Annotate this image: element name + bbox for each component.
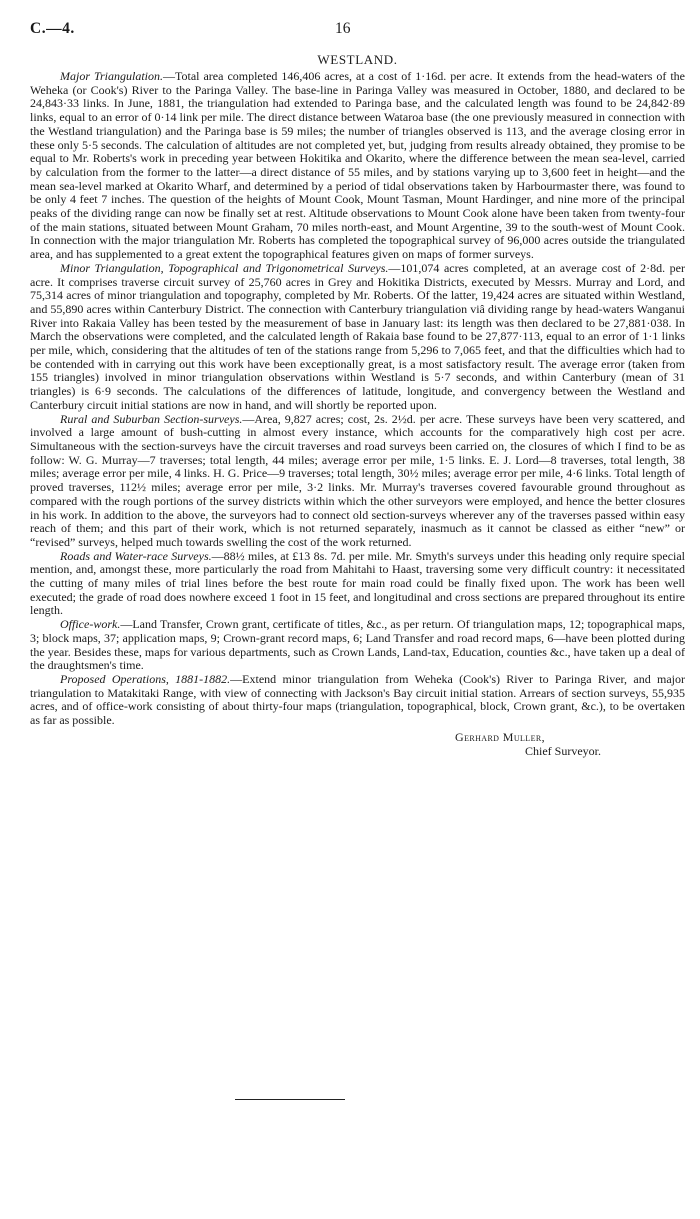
report-body (30, 70, 685, 728)
paragraph-text: —Area, 9,827 acres; cost, 2s. 2½d. per acre. These surveys have been very scattered, and involved a large amount of bush-cutting in almost every instance, which accounts for the comparatively high cost per acre. Simultaneous with the section-surveys have the circuit traverses and road surveys been carried on, the closures of which I find to be as follow: W. G. Murray—7 traverses; total length, 44 miles; average error per mile, 1·5 links. E. J. Lord—8 traverses, total length, 38 miles; average error per mile, 4 links. H. G. Price—9 traverses; total length, 30½ miles; average error per mile, 4·6 links. Total length of proved traverses, 112½ miles; average error per mile, 3·2 links. Mr. Murray's traverses covered favourable ground throughout as compared with the rough portions of the survey districts within which the other surveyors were employed, and hence the better closures in his work. In addition to the above, the surveyors had to connect old section-surveys wherever any of the traverses passed within easy reach of them; and this part of their work, which is not returned separately, inasmuch as it cannot be classed as either “new” or “revised” surveys, helped much towards swelling the cost of the work returned. (30, 411, 686, 549)
paragraph-heading: Roads and Water-race Surveys. (60, 548, 212, 563)
paragraph-text: —101,074 acres completed, at an average cost of 2·8d. per acre. It comprises traverse circuit survey of 25,760 acres in Grey and Hokitika Districts, executed by Messrs. Murray and Lord, and 75,314 acres of minor triangulation and topography, completed by Mr. Roberts. Of the latter, 19,424 acres are situated within Westland, and 55,890 acres within Canterbury District. The connection with Canterbury triangulation viâ dividing range by head-waters Wanganui River into Rakaia Valley has been tested by the measurement of base in January last: its length was then declared to be 27,881·038. In March the observations were completed, and the calculated length of Rakaia base found to be 27,877·113, equal to an error of 1·1 links per mile, which, considering that the altitudes of ten of the stations range from 5,296 to 7,065 feet, and that the difficulties which had to be contended with in carrying out this work have been exceptionally great, is a most satisfactory result. The average error (taken from 155 triangles) involved in minor triangulation observations within Westland is 5·7 seconds, and within Canterbury (mean of 31 triangles) is 6·9 seconds. The calculations of the differences of latitude, longitude, and convergency between the Westland and Canterbury circuit initial stations are now in hand, and will shortly be reported upon. (30, 260, 685, 412)
paragraph-text: —88½ miles, at £13 8s. 7d. per mile. Mr. Smyth's surveys under this heading only require special mention, and, amongst these, more particularly the road from Mahitahi to Haast, traversing some very difficult country: it necessitated the cutting of many miles of trial lines before the best route for main road could be finally fixed upon. The work has been well executed; the grade of road does nowhere exceed 1 foot in 15 feet, and longitudinal and cross sections are prepared throughout its entire length. (30, 548, 686, 618)
page-number: 16 (335, 20, 351, 37)
closing-rule (235, 1099, 345, 1100)
section-title: WESTLAND. (317, 52, 398, 67)
paragraph-text: —Extend minor triangulation from Weheka (Cook's) River to Paringa River, and major triangulation to Matakitaki Range, with view of connecting with Jackson's Bay circuit initial station. Arrears of section surveys, 55,935 acres, and of office-work consisting of about thirty-four maps (triangulation, topographical, block, Crown grant, &c.), to be overtaken as far as possible. (30, 671, 685, 728)
document-page (30, 20, 685, 758)
running-head (30, 20, 685, 48)
paragraph-proposed-operations (30, 673, 685, 728)
paragraph-text: —Total area completed 146,406 acres, at a cost of 1·16d. per acre. It extends from the head-waters of the Weheka (or Cook's) River to the Paringa Valley. The base-line in Paringa Valley was measured in October, 1880, and declared to be 24,843·33 links. In June, 1881, the triangulation had extended to Paringa base, and the calculated length was found to be 24,842·89 links, equal to an error of 0·14 link per mile. The direct distance between Wataroa base (the one previously measured in connection with the Westland triangulation) and the Paringa base is 59 miles; the number of triangles observed is 113, and the average closing error in these only 5·5 seconds. The calculation of altitudes are not completed yet, but, judging from results already obtained, they promise to be equal to Mr. Roberts's work in preceding year between Hokitika and Okarito, where the difference between the mean sea-level, carried by calculation from the former to the latter—a direct distance of 55 miles, and by stations varying up to 3,600 feet in height—and the mean sea-level marked at Okarito Wharf, and determined by a period of tidal observations taken by Harbourmaster there, was found to be only 4 feet 7 inches. The question of the heights of Mount Cook, Mount Tasman, Mount Hardinger, and nine more of the principal peaks of the dividing range can now be finally set at rest. Altitude observations to Mount Cook alone have been taken from twenty-four of the main stations, situated between Mount Graham, 70 miles north-east, and Mount Argentine, 39 to the south-west of Mount Cook. In connection with the major triangulation Mr. Roberts has completed the topographical survey of 96,000 acres outside the triangulated area, and has supplemented to a great extent the topographical features given on maps of former surveys. (30, 69, 685, 262)
paragraph-office-work (30, 618, 685, 673)
paragraph-road-surveys (30, 550, 685, 619)
paragraph-heading: Office-work. (60, 617, 121, 632)
paragraph-heading: Minor Triangulation, Topographical and Trigonometrical Surveys. (60, 260, 389, 275)
document-code: C.—4. (30, 20, 75, 37)
paragraph-text: —Land Transfer, Crown grant, certificate of titles, &c., as per return. Of triangulation maps, 12; topographical maps, 3; block maps, 37; application maps, 9; Crown-grant record maps, 6; Land Transfer and road record maps, 6—have been plotted during the year. Besides these, maps for various departments, such as Crown Lands, Land-tax, Education, counties &c., have taken up a deal of the draughtsmen's time. (30, 617, 685, 673)
paragraph-section-surveys (30, 413, 685, 550)
signatory-title: Chief Surveyor. (525, 743, 601, 758)
paragraph-heading: Major Triangulation. (60, 69, 164, 83)
paragraph-heading: Proposed Operations, 1881-1882. (60, 671, 231, 686)
paragraph-heading: Rural and Suburban Section-surveys. (60, 411, 243, 426)
paragraph-major-triangulation (30, 70, 685, 262)
paragraph-minor-triangulation (30, 262, 685, 413)
signatory-name: Gerhard Muller, (455, 729, 545, 744)
signature-block (30, 730, 685, 758)
